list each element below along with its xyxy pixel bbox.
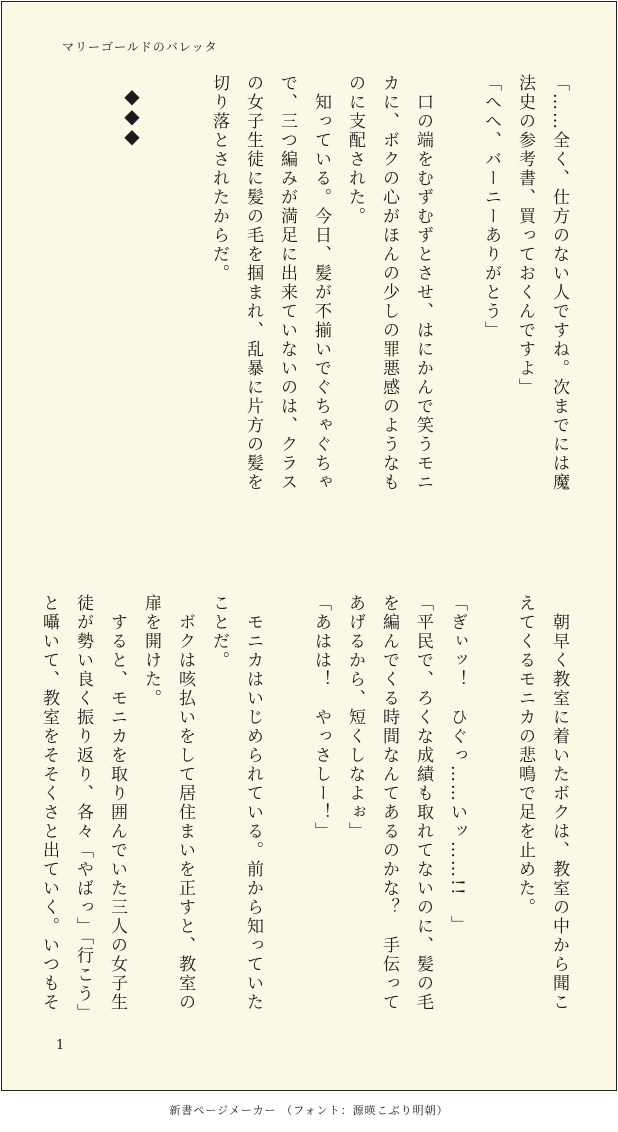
text-line [474,594,508,1014]
text-line [440,74,474,564]
text-line: えてくるモニカの悲鳴で足を止めた。 [515,594,535,917]
diamond-ornament-1: ◆ [124,84,140,108]
text-line: 徒が勢い良く振り返り、各々「やばっ」「行こう」 [73,594,93,1023]
text-line: すると、モニカを取り囲んでいた三人の女子生 [107,594,127,1012]
text-line: 「……全く、仕方のない人ですね。次までには魔 [549,74,569,492]
text-line [270,594,304,1014]
text-line: 法史の参考書、買っておくんですよ」 [515,74,535,397]
text-line: 知っている。今日、髪が不揃いでぐちゃぐちゃ [311,74,331,492]
book-page [1,1,617,1091]
text-line: のに支配された。 [345,74,365,226]
text-line: カに、ボクの心がほんの少しの罪悪感のようなも [379,74,399,492]
text-line: モニカはいじめられている。前から知っていた [243,594,263,1012]
text-block-top [209,74,576,564]
footer-credit: 新書ページメーカー （フォント：源暎こぶり明朝） [169,1104,449,1117]
text-line: 朝早く教室に着いたボクは、教室の中から聞こ [549,594,569,1012]
text-line: ボクは咳払いをして居住まいを正すと、教室の [175,594,195,1012]
text-line: 「あはは！ やっさしー！」 [311,594,331,841]
diamond-ornament-2: ◆ [124,104,140,128]
text-line: 「へへ、バーニーありがとう」 [481,74,501,340]
text-line: 「平民で、ろくな成績も取れてないのに、髪の毛 [413,594,433,1012]
running-header-title: マリーゴールドのバレッタ [62,40,218,54]
text-line: 「ぎぃッ！ ひぐっ……いッ……!! 」 [447,594,467,935]
text-line: 扉を開けた。 [141,594,161,708]
text-line: あげるから、短くしなよぉ」 [345,594,365,841]
text-block-bottom [39,594,576,1023]
page-number: 1 [56,1038,65,1053]
text-line: ことだ。 [209,594,229,670]
section-divider [120,86,144,146]
text-line: 切り落とされたからだ。 [209,74,229,283]
text-line: と囁いて、教室をそそくさと出ていく。いつもそ [39,594,59,1012]
text-line: 口の端をむずむずとさせ、はにかんで笑うモニ [413,74,433,492]
text-line: の女子生徒に髪の毛を掴まれ、乱暴に片方の髪を [243,74,263,492]
text-line: で、三つ編みが満足に出来ていないのは、クラス [277,74,297,492]
text-line: を編んでくる時間なんてあるのかな？ 手伝って [379,594,399,1012]
diamond-ornament-3: ◆ [124,124,140,148]
